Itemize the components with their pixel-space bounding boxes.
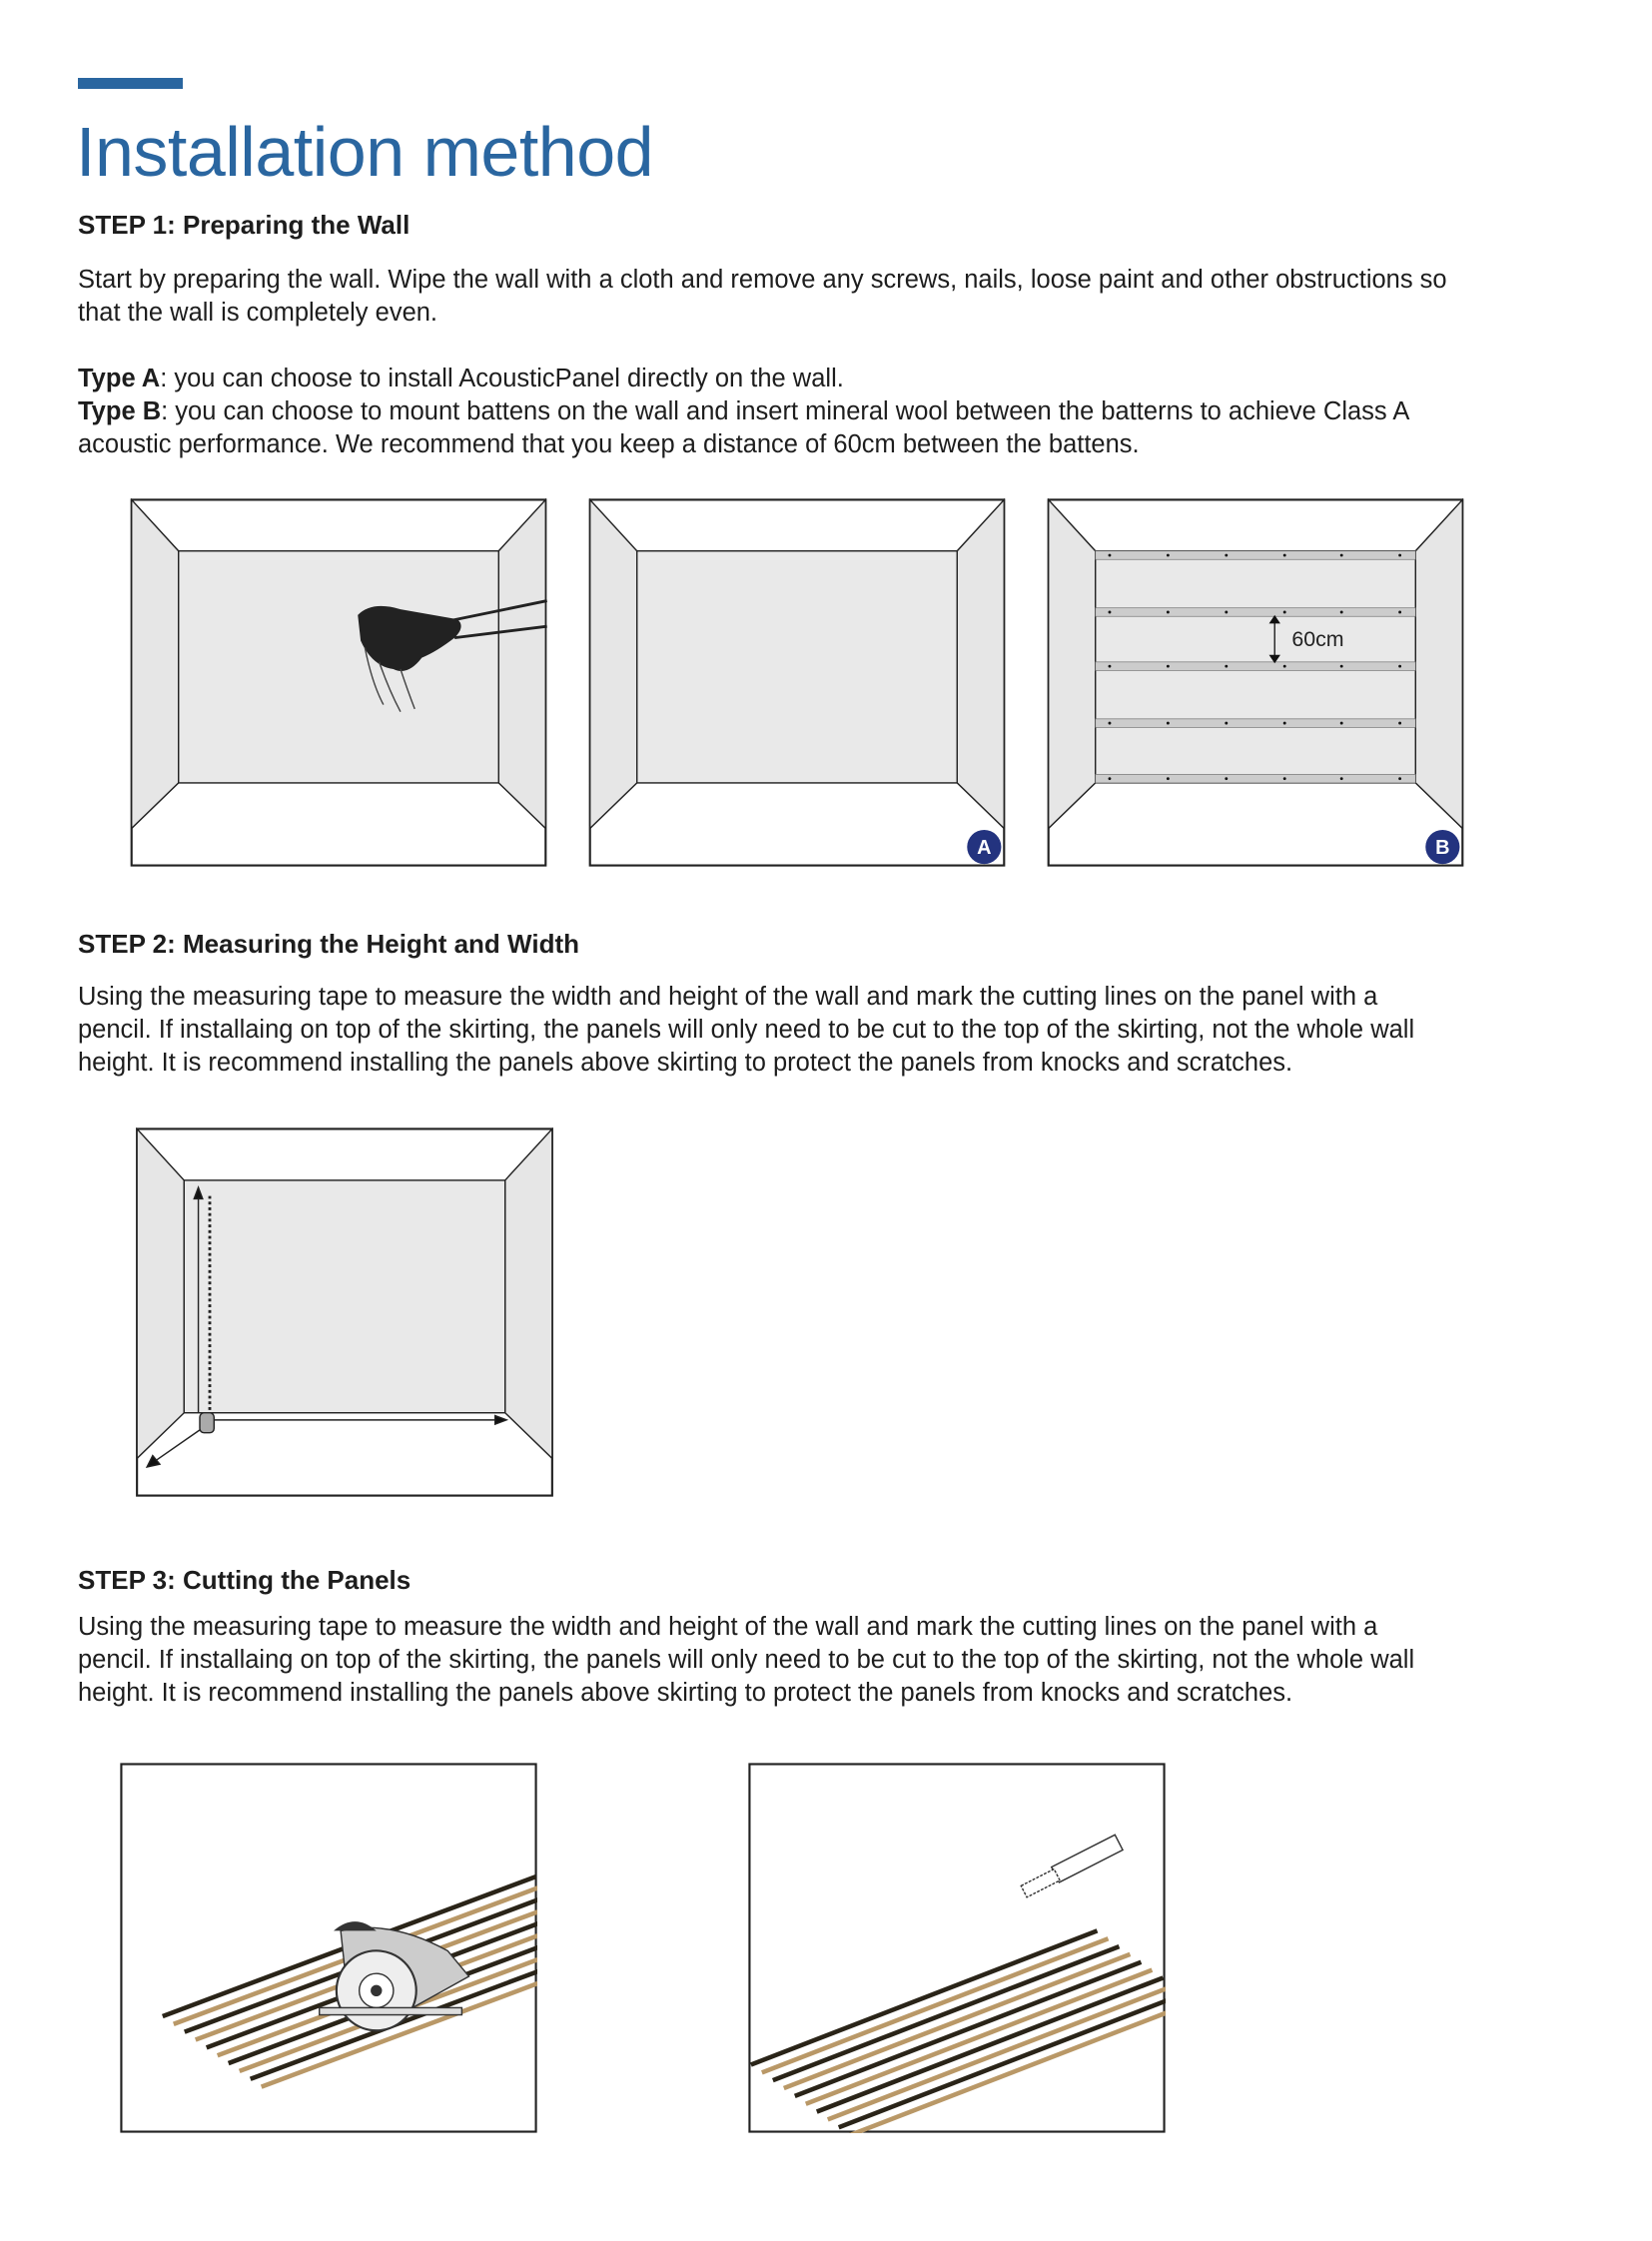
batten [1096, 608, 1416, 617]
text-line: height. It is recommend installing the panels above skirting to protect the panels from knocks and scratches. [78, 1049, 1293, 1077]
type-a-label: Type A [78, 365, 161, 392]
screw [1283, 554, 1286, 557]
step3-heading: STEP 3: Cutting the Panels [78, 1565, 412, 1595]
room-type-b-illustration [1047, 498, 1464, 867]
type-b-line [78, 395, 1409, 428]
screw [1340, 722, 1343, 725]
step1-heading: STEP 1: Preparing the Wall [78, 210, 411, 240]
screw [1283, 722, 1286, 725]
screw [1283, 777, 1286, 780]
screw [1398, 611, 1401, 614]
screw [1109, 777, 1112, 780]
room-outline [137, 1128, 552, 1495]
screw [1283, 665, 1286, 668]
step3-paragraph [78, 1611, 1414, 1710]
type-a-line [78, 363, 1409, 395]
screw [1225, 611, 1228, 614]
badge-a-label: A [977, 837, 992, 860]
text-line: height. It is recommend installing the panels above skirting to protect the panels from knocks and scratches. [78, 1679, 1293, 1707]
text-line: Start by preparing the wall. Wipe the wall with a cloth and remove any screws, nails, loose paint and other obstructions so [78, 266, 1447, 294]
screw [1283, 611, 1286, 614]
batten [1096, 662, 1416, 671]
type-b-text: : you can choose to mount battens on the wall and insert mineral wool between the batterns to achieve Class A [161, 397, 1410, 425]
screw [1109, 722, 1112, 725]
screw [1167, 611, 1170, 614]
room-wipe-illustration [130, 498, 547, 867]
screw [1398, 665, 1401, 668]
screw [1340, 611, 1343, 614]
screw [1167, 777, 1170, 780]
step1-paragraph [78, 264, 1447, 330]
screw [1340, 665, 1343, 668]
text-line: pencil. If installaing on top of the skirting, the panels will only need to be cut to the top of the skirting, not the whole wall [78, 1016, 1415, 1044]
step2-paragraph [78, 981, 1414, 1080]
type-b-text-2: acoustic performance. We recommend that you keep a distance of 60cm between the battens. [78, 430, 1140, 458]
step1-types [78, 363, 1409, 461]
screw [1340, 554, 1343, 557]
type-b-label: Type B [78, 397, 162, 425]
screw [1398, 777, 1401, 780]
screw [1225, 722, 1228, 725]
accent-bar [78, 78, 183, 89]
page-title: Installation method [76, 113, 654, 191]
text-line: Using the measuring tape to measure the width and height of the wall and mark the cutting lines on the panel with a [78, 983, 1378, 1011]
batten [1096, 774, 1416, 783]
screw [1225, 665, 1228, 668]
room-outline [132, 499, 546, 865]
room-type-a-illustration [588, 498, 1006, 867]
screw [1398, 554, 1401, 557]
distance-label: 60cm [1291, 627, 1344, 652]
text-line: Using the measuring tape to measure the width and height of the wall and mark the cutting lines on the panel with a [78, 1613, 1378, 1641]
step2-heading: STEP 2: Measuring the Height and Width [78, 929, 579, 959]
room-outline [590, 499, 1005, 865]
text-line: pencil. If installaing on top of the skirting, the panels will only need to be cut to the top of the skirting, not the whole wall [78, 1646, 1415, 1674]
circular-saw-cutting-illustration [120, 1763, 537, 2133]
screw [1109, 611, 1112, 614]
room-measure-illustration [135, 1127, 554, 1497]
badge-b-label: B [1435, 837, 1450, 860]
type-a-text: : you can choose to install AcousticPanel directly on the wall. [160, 365, 844, 392]
screw [1109, 665, 1112, 668]
text-line: that the wall is completely even. [78, 299, 438, 327]
screw [1167, 554, 1170, 557]
screw [1398, 722, 1401, 725]
screw [1340, 777, 1343, 780]
batten [1096, 719, 1416, 728]
screw [1167, 665, 1170, 668]
screw [1109, 554, 1112, 557]
screw [1225, 554, 1228, 557]
batten [1096, 551, 1416, 560]
screw [1225, 777, 1228, 780]
screw [1167, 722, 1170, 725]
knife-cutting-illustration [748, 1763, 1166, 2133]
